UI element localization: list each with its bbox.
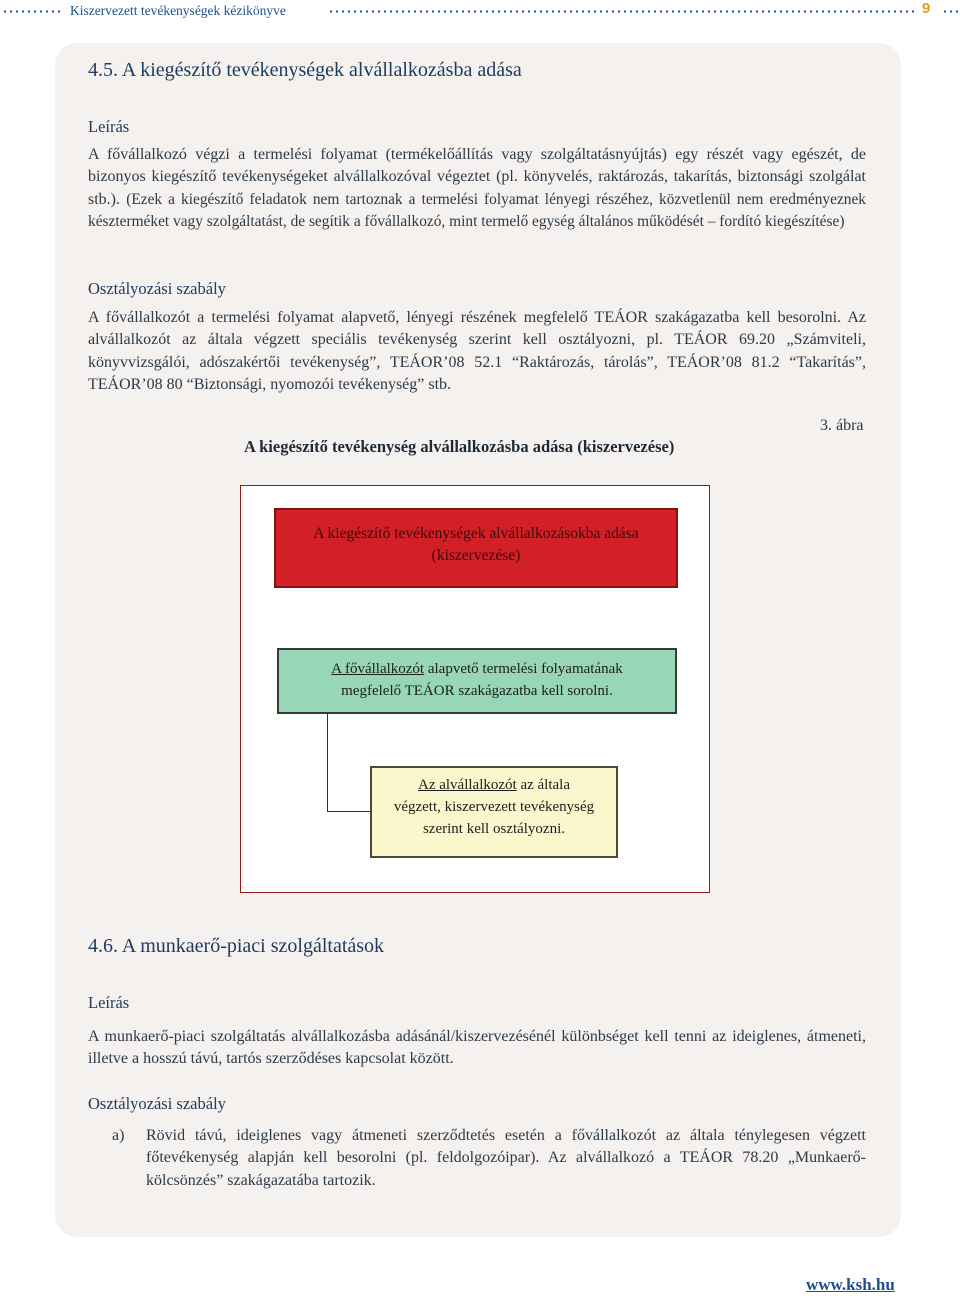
- page-header: [0, 0, 960, 22]
- diagram-box-outsourcing: [274, 508, 678, 588]
- leiras-paragraph-4-6: A munkaerő-piaci szolgáltatás alvállalkozásba adásánál/kiszervezésénél különbséget kell tenni az ideiglenes, átmeneti, illetve a hosszú távú, tartós szerződéses kapcsolat között.: [88, 1028, 866, 1068]
- section-4-5-title: 4.5. A kiegészítő tevékenységek alvállalkozásba adása: [88, 59, 522, 81]
- red-box-line1: A kiegészítő tevékenységek alvállalkozásokba adása: [313, 525, 639, 542]
- green-box-underlined: A fővállalkozót: [331, 661, 425, 677]
- leiras-text-main: A fővállalkozó végzi a termelési folyamat (termékelőállítás vagy szolgáltatásnyújtás) egy részét vagy egészét, de bizonyos kiegészítő tevékenységeket alvállalkozóval végeztet (pl. könyvelés, raktározás, takarítás, biztonsági szolgálat stb.).: [88, 146, 866, 208]
- ksh-website-link[interactable]: www.ksh.hu: [806, 1275, 895, 1294]
- red-box-line2: (kiszervezése): [431, 547, 521, 564]
- green-box-line1-rest: alapvető termelési folyamatának: [424, 661, 623, 677]
- diagram-box-main-contractor: [277, 648, 677, 714]
- document-title: Kiszervezett tevékenységek kézikönyve: [70, 3, 286, 18]
- header-dots-left: [2, 10, 64, 13]
- diagram-box-subcontractor: [370, 766, 618, 858]
- leiras-heading-4-6: Leírás: [88, 993, 130, 1012]
- green-box-line2: megfelelő TEÁOR szakágazatba kell sorolni.: [341, 683, 613, 699]
- outsourcing-diagram: [240, 485, 710, 893]
- leiras-text-translator-note: (Ezek a kiegészítő feladatok nem tartoznak a termelési folyamat lényegi részéhez, közvetlenül nem eredményeznek készterméket vagy szolgáltatást, de segítik a fővállalkozó, mint termelő egység általános működését – fordító kiegészítése): [88, 190, 866, 230]
- leiras-paragraph-4-5: [88, 144, 866, 233]
- list-item-text: Rövid távú, ideiglenes vagy átmeneti szerződtetés esetén a fővállalkozót az általa ténylegesen végzett főtevékenység alapján kell besorolni (pl. feldolgozóipar). Az alvállalkozó a TEÁOR 78.20 „Munkaerő-kölcsönzés” szakágazatába tartozik.: [146, 1127, 866, 1189]
- yellow-box-underlined: Az alvállalkozót: [417, 777, 517, 793]
- yellow-box-line3: szerint kell osztályozni.: [422, 821, 566, 837]
- header-dots-right: [942, 10, 960, 13]
- green-box-line1: [279, 658, 675, 680]
- rule-paragraph-4-5: A fővállalkozót a termelési folyamat alapvető, lényegi részének megfelelő TEÁOR szakágazatba kell besorolni. Az alvállalkozót az általa végzett speciális tevékenység szerint kell osztályozni, pl. TEÁOR 69.20 „Számviteli, könyvvizsgálói, adószakértői tevékenység”, TEÁOR’08 52.1 “Raktározás, tárolás”, TEÁOR’08 81.2 “Takarítás”, TEÁOR’08 80 “Biztonsági, nyomozói tevékenység” stb.: [88, 309, 866, 393]
- yellow-box-line1-rest: az általa: [516, 777, 570, 793]
- leiras-heading-4-5: Leírás: [88, 117, 130, 136]
- rule-heading-4-6: Osztályozási szabály: [88, 1094, 226, 1113]
- yellow-box-line1: [372, 774, 616, 796]
- rule-heading-4-5: Osztályozási szabály: [88, 279, 226, 298]
- header-dots-middle: [328, 10, 914, 13]
- section-4-6-title: 4.6. A munkaerő-piaci szolgáltatások: [88, 935, 385, 957]
- list-marker: a): [112, 1127, 125, 1144]
- connector-vertical: [327, 714, 328, 812]
- yellow-box-line2: végzett, kiszervezett tevékenység: [393, 799, 595, 815]
- page-number: 9: [922, 0, 931, 17]
- figure-title: A kiegészítő tevékenység alvállalkozásba adása (kiszervezése): [244, 437, 675, 456]
- figure-number: 3. ábra: [820, 417, 864, 434]
- connector-horizontal: [327, 811, 370, 812]
